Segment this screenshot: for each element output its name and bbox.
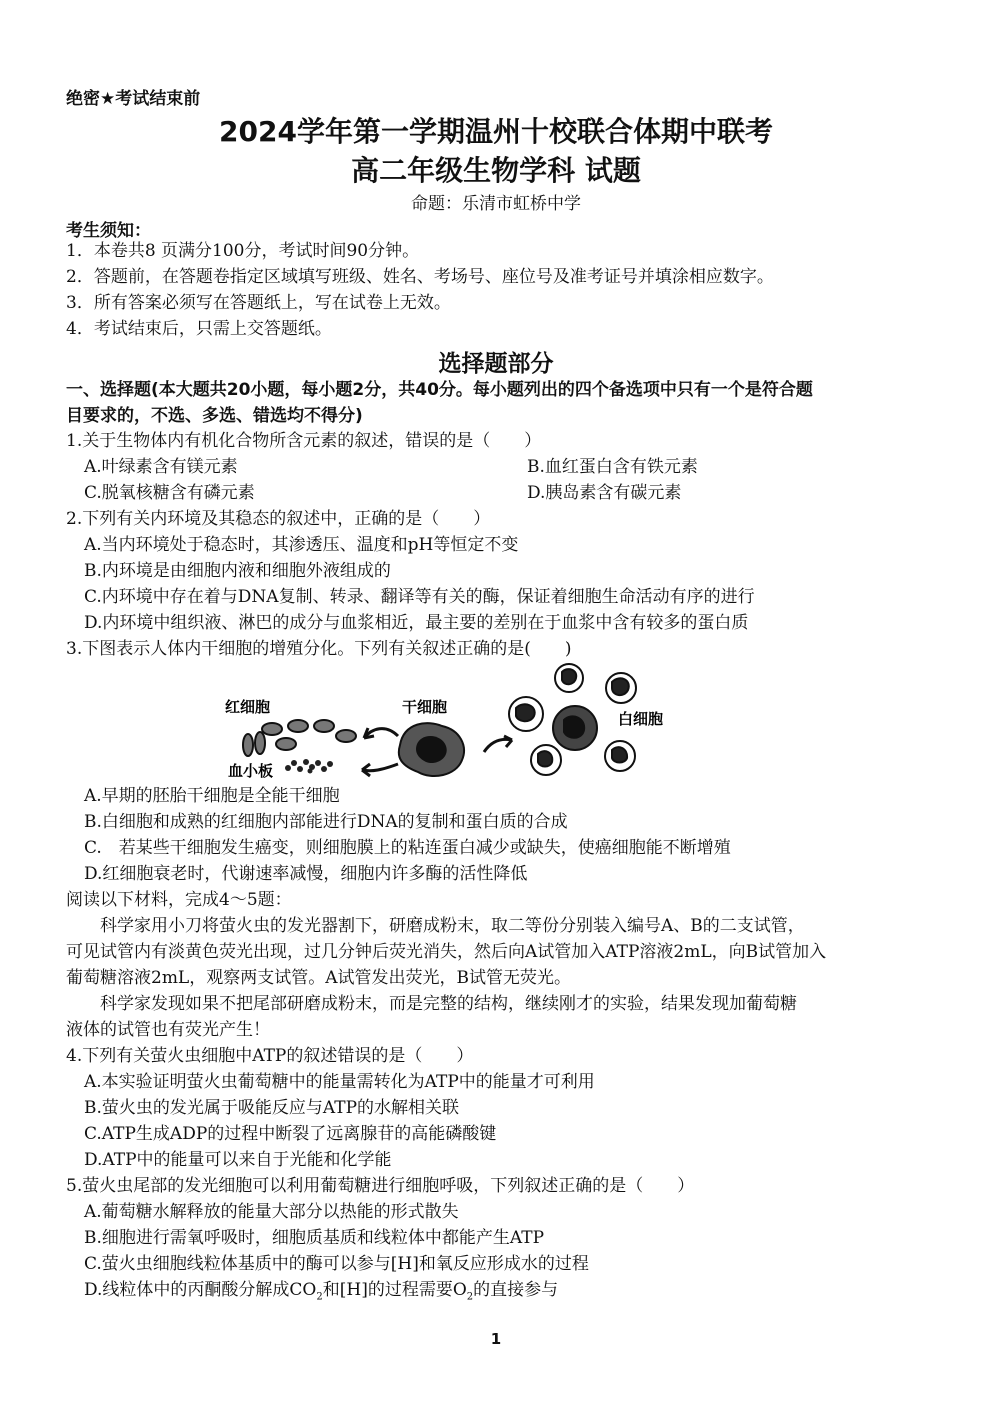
question-stem: 1.关于生物体内有机化合物所含元素的叙述，错误的是（ ） xyxy=(66,431,542,451)
option-d: D.内环境中组织液、淋巴的成分与血浆相近，最主要的差别在于血浆中含有较多的蛋白质 xyxy=(84,613,749,633)
option-d-text: 的直接参与 xyxy=(473,1280,559,1300)
reading-paragraph: 科学家用小刀将萤火虫的发光器割下，研磨成粉末，取二等份分别装入编号A、B的二支试管， xyxy=(100,916,805,936)
red-blood-cells xyxy=(243,720,356,756)
subscript: 2 xyxy=(316,1291,323,1303)
label-platelets: 血小板 xyxy=(228,762,274,780)
question-stem: 2.下列有关内环境及其稳态的叙述中，正确的是（ ） xyxy=(66,509,491,529)
option-b: B.萤火虫的发光属于吸能反应与ATP的水解相关联 xyxy=(84,1098,460,1118)
option-a: A.本实验证明萤火虫葡萄糖中的能量需转化为ATP中的能量才可利用 xyxy=(84,1072,595,1092)
option-a: A.当内环境处于稳态时，其渗透压、温度和pH等恒定不变 xyxy=(84,535,519,555)
label-white-cells: 白细胞 xyxy=(618,710,664,728)
option-b: B.血红蛋白含有铁元素 xyxy=(527,457,698,477)
option-d xyxy=(84,1279,558,1308)
notice-item: 4．考试结束后，只需上交答题纸。 xyxy=(66,319,332,339)
option-d: D.ATP中的能量可以来自于光能和化学能 xyxy=(84,1150,392,1170)
question-stem: 3.下图表示人体内干细胞的增殖分化。下列有关叙述正确的是( ) xyxy=(66,639,572,659)
option-d-text: D.线粒体中的丙酮酸分解成CO xyxy=(84,1280,317,1300)
option-c: C.脱氧核糖含有磷元素 xyxy=(84,483,255,503)
stem-cell xyxy=(399,723,464,776)
section-instruction: 目要求的，不选、多选、错选均不得分) xyxy=(66,406,363,426)
reading-paragraph: 葡萄糖溶液2mL，观察两支试管。A试管发出荧光，B试管无荧光。 xyxy=(66,968,571,988)
option-d-text: 和[H]的过程需要O xyxy=(322,1280,467,1300)
notice-item: 1．本卷共8 页满分100分，考试时间90分钟。 xyxy=(66,241,420,261)
question-stem: 4.下列有关萤火虫细胞中ATP的叙述错误的是（ ） xyxy=(66,1046,474,1066)
section-instruction: 一、选择题(本大题共20小题，每小题2分，共40分。每小题列出的四个备选项中只有一个是符合题 xyxy=(66,380,813,400)
notice-item: 3．所有答案必须写在答题纸上，写在试卷上无效。 xyxy=(66,293,451,313)
reading-paragraph: 科学家发现如果不把尾部研磨成粉末，而是完整的结构，继续刚才的实验，结果发现加葡萄糖 xyxy=(100,994,797,1014)
option-c: C.内环境中存在着与DNA复制、转录、翻译等有关的酶，保证着细胞生命活动有序的进行 xyxy=(84,587,755,607)
notice-heading: 考生须知： xyxy=(66,221,151,241)
option-d: D.红细胞衰老时，代谢速率减慢，细胞内许多酶的活性降低 xyxy=(84,864,528,884)
reading-paragraph: 液体的试管也有荧光产生！ xyxy=(66,1020,270,1040)
option-c: C. 若某些干细胞发生癌变，则细胞膜上的粘连蛋白减少或缺失，使癌细胞能不断增殖 xyxy=(84,838,731,858)
reading-paragraph: 可见试管内有淡黄色荧光出现，过几分钟后荧光消失，然后向A试管加入ATP溶液2mL，向B试管加入 xyxy=(66,942,827,962)
option-c: C.ATP生成ADP的过程中断裂了远离腺苷的高能磷酸键 xyxy=(84,1124,497,1144)
option-a: A.叶绿素含有镁元素 xyxy=(84,457,238,477)
author-line: 命题：乐清市虹桥中学 xyxy=(411,194,581,214)
exam-title: 2024学年第一学期温州十校联合体期中联考 xyxy=(219,115,773,148)
white-blood-cells xyxy=(509,664,636,775)
stem-cell-differentiation-figure xyxy=(222,660,682,785)
option-b: B.内环境是由细胞内液和细胞外液组成的 xyxy=(84,561,391,581)
option-c: C.萤火虫细胞线粒体基质中的酶可以参与[H]和氧反应形成水的过程 xyxy=(84,1254,589,1274)
option-a: A.早期的胚胎干细胞是全能干细胞 xyxy=(84,786,340,806)
label-stem-cell: 干细胞 xyxy=(402,698,448,716)
platelets xyxy=(285,759,333,774)
label-red-cells: 红细胞 xyxy=(225,698,271,716)
notice-item: 2．答题前，在答题卷指定区域填写班级、姓名、考场号、座位号及准考证号并填涂相应数字。 xyxy=(66,267,774,287)
section-title: 选择题部分 xyxy=(438,351,554,377)
question-stem: 5.萤火虫尾部的发光细胞可以利用葡萄糖进行细胞呼吸，下列叙述正确的是（ ） xyxy=(66,1176,695,1196)
option-a: A.葡萄糖水解释放的能量大部分以热能的形式散失 xyxy=(84,1202,459,1222)
option-b: B.细胞进行需氧呼吸时，细胞质基质和线粒体中都能产生ATP xyxy=(84,1228,545,1248)
confidential-mark: 绝密★考试结束前 xyxy=(66,89,201,109)
option-d: D.胰岛素含有碳元素 xyxy=(527,483,682,503)
option-b: B.白细胞和成熟的红细胞内部能进行DNA的复制和蛋白质的合成 xyxy=(84,812,568,832)
page-number: 1 xyxy=(490,1330,502,1348)
subscript: 2 xyxy=(466,1291,474,1303)
reading-intro: 阅读以下材料，完成4～5题： xyxy=(66,890,292,910)
exam-subtitle: 高二年级生物学科 试题 xyxy=(351,154,641,187)
